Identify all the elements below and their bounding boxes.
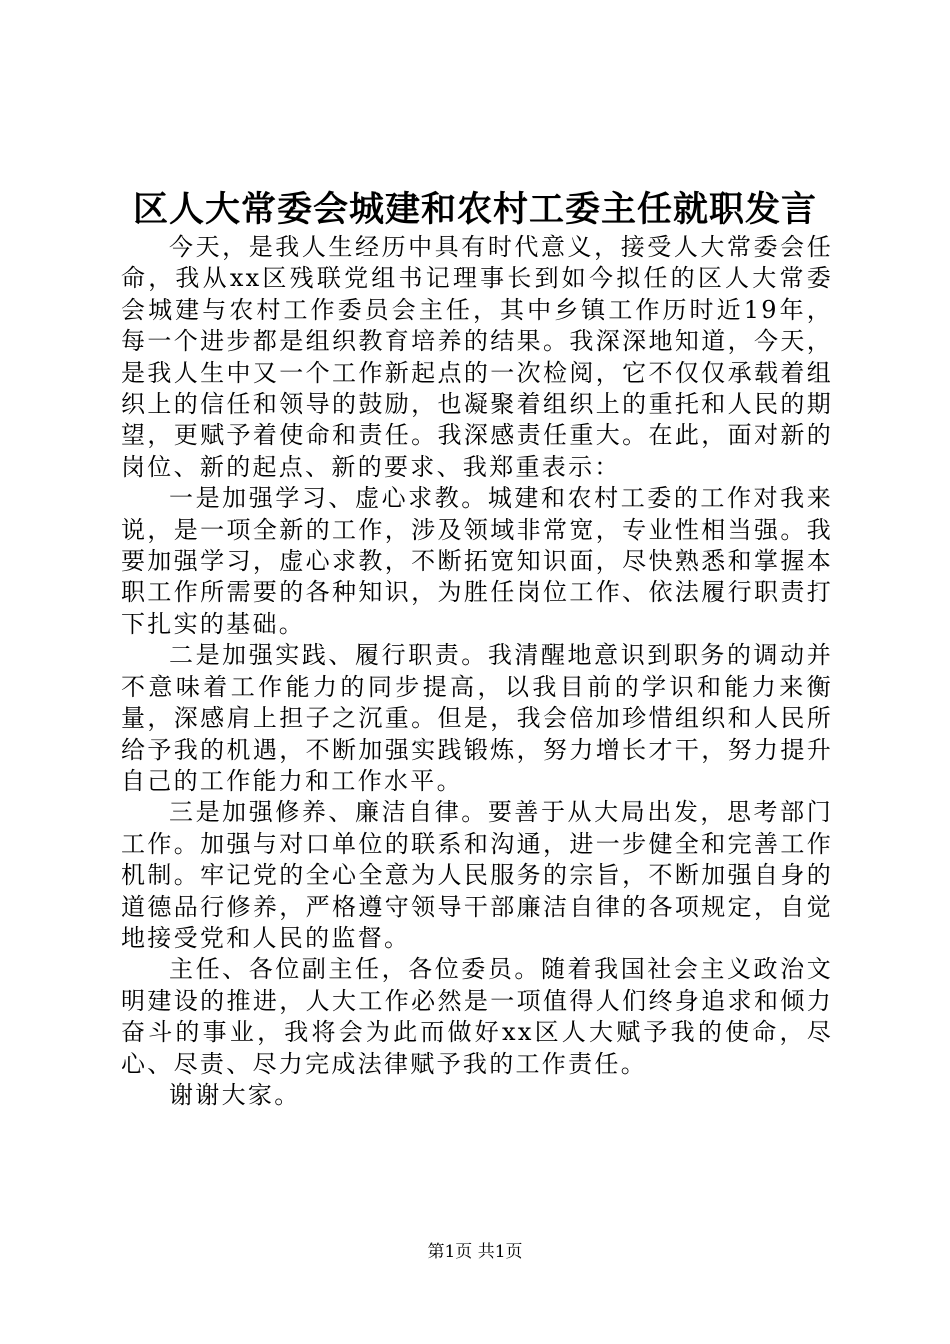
paragraph-intro: 今天，是我人生经历中具有时代意义，接受人大常委会任命，我从xx区残联党组书记理事长到如今拟任的区人大常委会城建与农村工作委员会主任，其中乡镇工作历时近19年，每一个进步都是组织教育培养的结果。我深深地知道，今天，是我人生中又一个工作新起点的一次检阅，它不仅仅承载着组织上的信任和领导的鼓励，也凝聚着组织上的重托和人民的期望，更赋予着使命和责任。我深感责任重大。在此，面对新的岗位、新的起点、新的要求、我郑重表示： — [121, 233, 833, 481]
paragraph-closing: 主任、各位副主任，各位委员。随着我国社会主义政治文明建设的推进，人大工作必然是一项值得人们终身追求和倾力奋斗的事业，我将会为此而做好xx区人大赋予我的使命，尽心、尽责、尽力完成法律赋予我的工作责任。 — [121, 955, 833, 1078]
paragraph-point-three: 三是加强修养、廉洁自律。要善于从大局出发，思考部门工作。加强与对口单位的联系和沟通，进一步健全和完善工作机制。牢记党的全心全意为人民服务的宗旨，不断加强自身的道德品行修养，严格遵守领导干部廉洁自律的各项规定，自觉地接受党和人民的监督。 — [121, 798, 833, 952]
page-number-footer: 第1页 共1页 — [427, 1242, 523, 1262]
paragraph-thanks: 谢谢大家。 — [169, 1080, 301, 1109]
paragraph-point-two: 二是加强实践、履行职责。我清醒地意识到职务的调动并不意味着工作能力的同步提高，以我目前的学识和能力来衡量，深感肩上担子之沉重。但是，我会倍加珍惜组织和人民所给予我的机遇，不断加强实践锻炼，努力增长才干，努力提升自己的工作能力和工作水平。 — [121, 641, 833, 795]
paragraph-point-one: 一是加强学习、虚心求教。城建和农村工委的工作对我来说，是一项全新的工作，涉及领域非常宽，专业性相当强。我要加强学习，虚心求教，不断拓宽知识面，尽快熟悉和掌握本职工作所需要的各种知识，为胜任岗位工作、依法履行职责打下扎实的基础。 — [121, 484, 833, 638]
document-title: 区人大常委会城建和农村工委主任就职发言 — [132, 189, 817, 230]
document-body — [121, 232, 833, 1111]
